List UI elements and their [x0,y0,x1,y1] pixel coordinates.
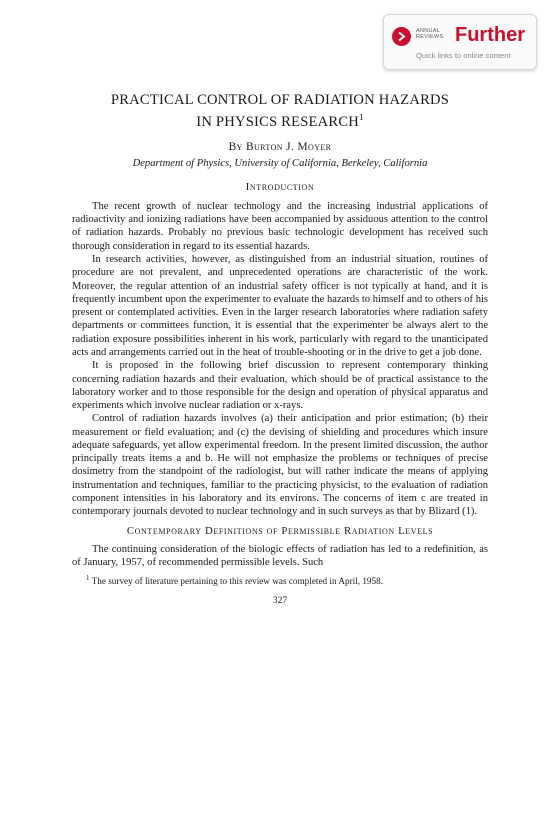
badge-reviews-text: REVIEWS [416,34,444,40]
paragraph: The recent growth of nuclear technology and the increasing industrial applications of radioactivity and ionizing radiations have been accompanied by assiduous attention to the control of radiation hazards. Probably no previous basic technologic development has received such thorough consideration in regard to its essential hazards. [72,200,488,252]
annual-reviews-logo-icon [392,27,411,46]
author-line: By Burton J. Moyer [228,140,332,153]
section-heading-permissible-levels: Contemporary Definitions of Permissible Radiation Levels [126,524,434,537]
paragraph: It is proposed in the following brief discussion to represent contemporary thinking concerning radiation hazards and their evaluation, which should be of practical assistance to the laboratory worker and to those responsible for the design and operation of physical apparatus and experiments which involve nuclear radiation or x-rays. [72,360,488,412]
paragraph: In research activities, however, as distinguished from an industrial situation, routines of procedure are not prevalent, and unprecedented operations are characteristic of the work. Moreover, the regular attention of an industrial safety officer is not typically at hand, and it is frequently incumbent upon the experimenter to evaluate the hazards to himself and to others of his present or contemplated activities. Even in the larger research laboratories where radiation safety departments or committees function, it is essential that the experimenter be always alert to the radiation exposure possibilities inherent in his work, particularly with regard to the unanticipated acts and arrangements carried out in the heat of trouble-shooting or in the drive to get a job done. [72,253,488,358]
title-footnote-mark[interactable]: 1 [359,112,364,122]
paragraph: The continuing consideration of the biologic effects of radiation has led to a redefinition, as of January, 1957, of recommended permissible levels. Such [72,543,488,568]
section-heading-introduction: Introduction [245,180,315,193]
footnote-text: The survey of literature pertaining to this review was completed in April, 1958. [91,576,384,587]
badge-further-word: Further [455,24,525,46]
affiliation: Department of Physics, University of California, Berkeley, California [132,157,428,169]
paragraph: Control of radiation hazards involves (a) their anticipation and prior estimation; (b) their measurement or field evaluation; and (c) the devising of shielding and procedures which insure adequate safeguards, yet allow experimental freedom. In the present limited discussion, the author principally treats items a and b. He will not emphasize the problems or techniques of precise dosimetry from the standpoint of the radiologist, but will rather indicate the means of applying instrumentation and techniques, familiar to the practicing physicist, to the evaluation of radiation component intensities in his laboratory and its environs. The concerns of item c are treated in contemporary journals devoted to nuclear technology and in such surveys as that by Blizard (1). [72,413,488,518]
further-badge[interactable] [383,14,537,70]
footnote-mark: 1 [86,574,90,583]
title-line-1: PRACTICAL CONTROL OF RADIATION HAZARDS [110,92,450,108]
footnote [72,573,488,587]
chevron-right-icon [396,31,407,42]
badge-subtitle: Quick links to online content [416,51,511,60]
article-page [72,92,488,606]
article-body [72,200,488,519]
annual-reviews-wordmark [416,28,443,40]
title-line-2: IN PHYSICS RESEARCH [196,113,360,130]
page-number: 327 [272,595,288,607]
article-title [72,92,488,131]
badge-annual-text: ANNUAL [416,28,441,34]
